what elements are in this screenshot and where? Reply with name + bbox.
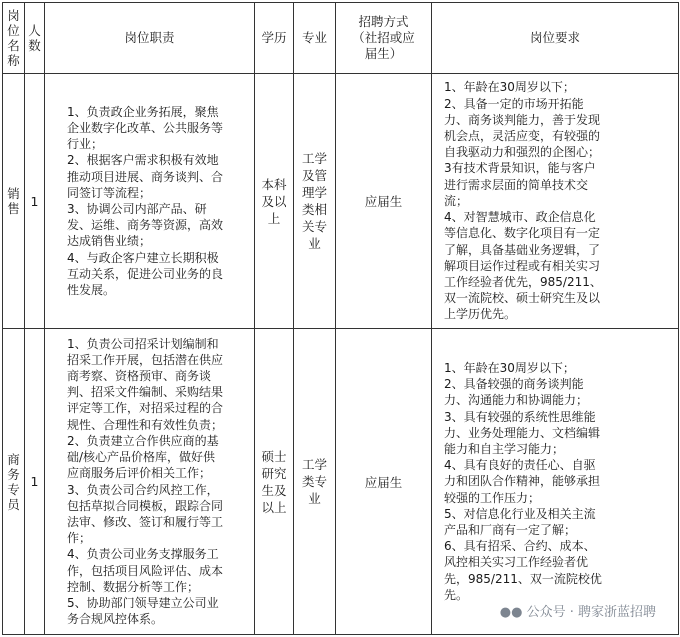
header-requirements: 岗位要求 [432,3,679,74]
watermark-text: 公众号 · 聘家浙蓝招聘 [526,605,656,620]
education-cell: 本科 及以 上 [255,74,294,329]
header-row [3,3,679,74]
recruitment-table [2,2,679,635]
education-cell: 硕士 研究 生及 以上 [255,329,294,635]
header-method: 招聘方式 （社招或应 届生） [336,3,432,74]
header-position-name: 岗 位 名 称 [3,3,25,74]
position-name-cell: 商 务 专 员 [3,329,25,635]
major-cell: 工学 及管 理学 类相 关专 业 [294,74,336,329]
wechat-icon: ●● [499,605,523,620]
header-duties: 岗位职责 [45,3,255,74]
requirements-cell: 1、年龄在30周岁以下； 2、具备一定的市场开拓能 力、商务谈判能力，善于发现 机会点，灵活应变，有较强的 自我驱动力和强烈的企图心； 3有技术背景知识，能与客户 进行需求层面的简单技术交 流； 4、对智慧城市、政企信息化 等信息化、数字化项目有一定 了解，具备基础业务逻辑，了 解项目运作过程或有相关实习 工作经验者优先，985/211、 双一流院校、硕士研究生及以 上学历优先。 [432,74,679,329]
position-name-cell: 销 售 [3,74,25,329]
header-count: 人 数 [25,3,45,74]
table-row [3,74,679,329]
major-cell: 工学 类专 业 [294,329,336,635]
headcount-cell: 1 [25,329,45,635]
watermark [498,600,658,621]
header-education: 学历 [255,3,294,74]
requirements-cell: 1、年龄在30周岁以下； 2、具备较强的商务谈判能 力、沟通能力和协调能力； 3、具有较强的系统性思维能 力、业务处理能力、文档编辑 能力和自主学习能力； 4、具有良好的责任心、自驱 力和团队合作精神，能够承担 较强的工作压力； 5、对信息化行业及相关主流 产品和厂商有一定了解； 6、具有招采、合约、成本、 风控相关实习工作经验者优 先，985/211、双一流院校优 先。 [432,329,679,635]
headcount-cell: 1 [25,74,45,329]
table-row [3,329,679,635]
duties-cell: 1、负责公司招采计划编制和 招采工作开展，包括潜在供应 商考察、资格预审、商务谈 判、招采文件编制、采购结果 评定等工作，对招采过程的合 规性、合理性和有效性负责； 2、负责建立合作供应商的基 础/核心产品价格库，做好供 应商服务后评价相关工作； 3、负责公司合约风控工作， 包括草拟合同模板，跟踪合同 法审、修改、签订和履行等工 作； 4、负责公司业务支撑服务工 作，包括项目风险评估、成本 控制、数据分析等工作； 5、协助部门领导建立公司业 务合规风控体系。 [45,329,255,635]
duties-cell: 1、负责政企业务拓展，聚焦 企业数字化改革、公共服务等 行业； 2、根据客户需求积极有效地 推动项目进展、商务谈判、合 同签订等流程； 3、协调公司内部产品、研 发、运维、商务等资源，高效 达成销售业绩； 4、与政企客户建立长期积极 互动关系，促进公司业务的良 性发展。 [45,74,255,329]
header-major: 专业 [294,3,336,74]
recruit-method-cell: 应届生 [336,74,432,329]
recruit-method-cell: 应届生 [336,329,432,635]
